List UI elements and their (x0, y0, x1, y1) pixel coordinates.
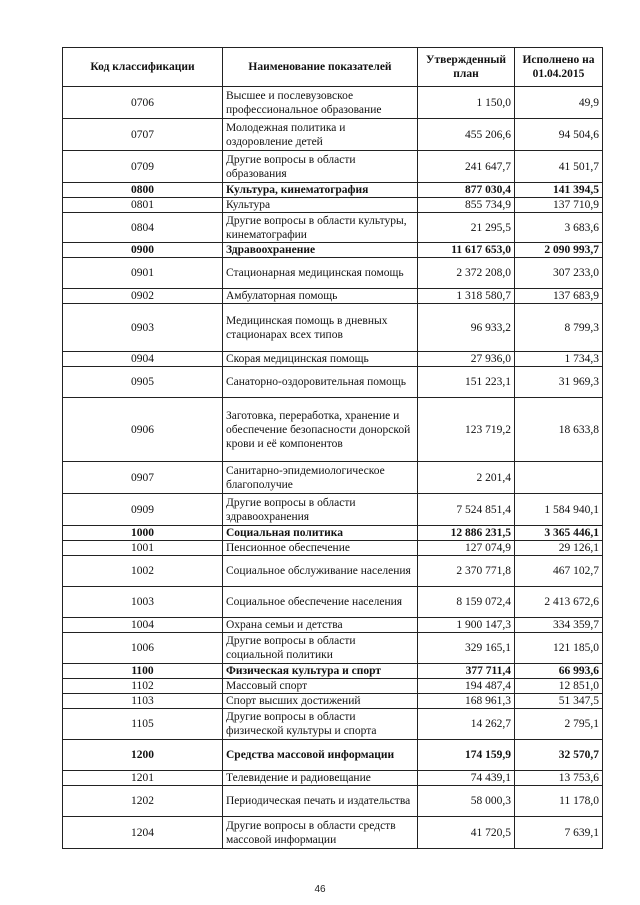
row-done: 13 753,6 (515, 771, 603, 786)
row-plan: 329 165,1 (418, 633, 515, 664)
row-plan: 241 647,7 (418, 151, 515, 183)
row-code: 1103 (63, 694, 223, 709)
row-name: Социальное обслуживание населения (223, 556, 418, 587)
row-name: Амбулаторная помощь (223, 289, 418, 304)
table-row (63, 817, 603, 849)
row-name: Другие вопросы в области образования (223, 151, 418, 183)
row-name: Периодическая печать и издательства (223, 786, 418, 817)
table-row (63, 398, 603, 462)
row-done: 29 126,1 (515, 541, 603, 556)
row-code: 1100 (63, 664, 223, 679)
row-plan: 377 711,4 (418, 664, 515, 679)
row-plan: 877 030,4 (418, 183, 515, 198)
row-done: 137 710,9 (515, 198, 603, 213)
row-name: Массовый спорт (223, 679, 418, 694)
row-code: 1006 (63, 633, 223, 664)
table-row (63, 664, 603, 679)
row-plan: 27 936,0 (418, 352, 515, 367)
row-code: 0905 (63, 367, 223, 398)
row-done: 137 683,9 (515, 289, 603, 304)
row-name: Телевидение и радиовещание (223, 771, 418, 786)
row-plan: 1 900 147,3 (418, 618, 515, 633)
table-row (63, 786, 603, 817)
table-row (63, 183, 603, 198)
row-name: Медицинская помощь в дневных стационарах всех типов (223, 304, 418, 352)
row-done: 41 501,7 (515, 151, 603, 183)
row-code: 0902 (63, 289, 223, 304)
row-done: 307 233,0 (515, 258, 603, 289)
row-code: 0901 (63, 258, 223, 289)
row-name: Другие вопросы в области культуры, кинематографии (223, 213, 418, 243)
row-plan: 168 961,3 (418, 694, 515, 709)
row-name: Охрана семьи и детства (223, 618, 418, 633)
row-plan: 855 734,9 (418, 198, 515, 213)
row-code: 0907 (63, 462, 223, 494)
header-code: Код классификации (63, 48, 223, 87)
row-plan: 58 000,3 (418, 786, 515, 817)
row-name: Пенсионное обеспечение (223, 541, 418, 556)
row-done: 2 795,1 (515, 709, 603, 740)
header-plan: Утвержденный план (418, 48, 515, 87)
row-code: 0804 (63, 213, 223, 243)
row-done: 11 178,0 (515, 786, 603, 817)
row-name: Культура (223, 198, 418, 213)
row-plan: 2 370 771,8 (418, 556, 515, 587)
table-row (63, 740, 603, 771)
row-name: Другие вопросы в области социальной политики (223, 633, 418, 664)
row-done: 18 633,8 (515, 398, 603, 462)
row-done: 3 683,6 (515, 213, 603, 243)
table-row (63, 87, 603, 119)
header-done: Исполнено на 01.04.2015 (515, 48, 603, 87)
row-name: Заготовка, переработка, хранение и обеспечение безопасности донорской крови и её компонентов (223, 398, 418, 462)
row-code: 0900 (63, 243, 223, 258)
row-done: 2 090 993,7 (515, 243, 603, 258)
row-plan: 11 617 653,0 (418, 243, 515, 258)
row-done: 31 969,3 (515, 367, 603, 398)
row-name: Молодежная политика и оздоровление детей (223, 119, 418, 151)
row-name: Социальная политика (223, 526, 418, 541)
row-plan: 127 074,9 (418, 541, 515, 556)
table-body (63, 87, 603, 849)
table-row (63, 289, 603, 304)
row-done: 467 102,7 (515, 556, 603, 587)
row-code: 1200 (63, 740, 223, 771)
row-code: 0906 (63, 398, 223, 462)
row-plan: 1 150,0 (418, 87, 515, 119)
table-row (63, 556, 603, 587)
row-code: 1003 (63, 587, 223, 618)
row-code: 1204 (63, 817, 223, 849)
row-done: 2 413 672,6 (515, 587, 603, 618)
row-code: 0909 (63, 494, 223, 526)
row-plan: 151 223,1 (418, 367, 515, 398)
row-name: Средства массовой информации (223, 740, 418, 771)
row-plan: 14 262,7 (418, 709, 515, 740)
row-done: 49,9 (515, 87, 603, 119)
row-plan: 123 719,2 (418, 398, 515, 462)
row-code: 0904 (63, 352, 223, 367)
row-code: 1000 (63, 526, 223, 541)
table-row (63, 587, 603, 618)
row-done: 121 185,0 (515, 633, 603, 664)
row-plan: 74 439,1 (418, 771, 515, 786)
row-name: Скорая медицинская помощь (223, 352, 418, 367)
row-done: 7 639,1 (515, 817, 603, 849)
table-row (63, 243, 603, 258)
row-code: 0706 (63, 87, 223, 119)
row-code: 1102 (63, 679, 223, 694)
row-code: 0709 (63, 151, 223, 183)
header-name: Наименование показателей (223, 48, 418, 87)
table-row (63, 618, 603, 633)
row-name: Стационарная медицинская помощь (223, 258, 418, 289)
row-code: 0800 (63, 183, 223, 198)
row-done: 66 993,6 (515, 664, 603, 679)
row-done: 51 347,5 (515, 694, 603, 709)
row-plan: 2 201,4 (418, 462, 515, 494)
row-name: Санитарно-эпидемиологическое благополучие (223, 462, 418, 494)
row-name: Культура, кинематография (223, 183, 418, 198)
table-row (63, 213, 603, 243)
row-plan: 8 159 072,4 (418, 587, 515, 618)
row-done: 12 851,0 (515, 679, 603, 694)
budget-table (62, 47, 603, 849)
row-name: Здравоохранение (223, 243, 418, 258)
row-plan: 7 524 851,4 (418, 494, 515, 526)
row-code: 1201 (63, 771, 223, 786)
row-name: Другие вопросы в области средств массовой информации (223, 817, 418, 849)
row-done: 1 584 940,1 (515, 494, 603, 526)
row-name: Другие вопросы в области физической культуры и спорта (223, 709, 418, 740)
row-code: 0801 (63, 198, 223, 213)
table-row (63, 541, 603, 556)
row-code: 1004 (63, 618, 223, 633)
row-done: 1 734,3 (515, 352, 603, 367)
row-code: 0903 (63, 304, 223, 352)
table-row (63, 151, 603, 183)
table-row (63, 198, 603, 213)
table-row (63, 771, 603, 786)
table-row (63, 304, 603, 352)
row-code: 1202 (63, 786, 223, 817)
row-done: 334 359,7 (515, 618, 603, 633)
row-done: 8 799,3 (515, 304, 603, 352)
row-done (515, 462, 603, 494)
table-row (63, 633, 603, 664)
row-name: Спорт высших достижений (223, 694, 418, 709)
row-name: Социальное обеспечение населения (223, 587, 418, 618)
row-done: 141 394,5 (515, 183, 603, 198)
row-plan: 21 295,5 (418, 213, 515, 243)
row-code: 1105 (63, 709, 223, 740)
row-name: Санаторно-оздоровительная помощь (223, 367, 418, 398)
row-name: Физическая культура и спорт (223, 664, 418, 679)
table-row (63, 258, 603, 289)
table-row (63, 367, 603, 398)
table-row (63, 694, 603, 709)
row-code: 1001 (63, 541, 223, 556)
table-row (63, 679, 603, 694)
table-header-row (63, 48, 603, 87)
row-name: Высшее и послевузовское профессиональное образование (223, 87, 418, 119)
row-name: Другие вопросы в области здравоохранения (223, 494, 418, 526)
table-row (63, 119, 603, 151)
row-plan: 1 318 580,7 (418, 289, 515, 304)
row-plan: 174 159,9 (418, 740, 515, 771)
row-done: 3 365 446,1 (515, 526, 603, 541)
row-code: 1002 (63, 556, 223, 587)
table-row (63, 462, 603, 494)
table-row (63, 352, 603, 367)
table-row (63, 494, 603, 526)
row-done: 94 504,6 (515, 119, 603, 151)
row-plan: 194 487,4 (418, 679, 515, 694)
row-plan: 41 720,5 (418, 817, 515, 849)
row-plan: 96 933,2 (418, 304, 515, 352)
row-plan: 455 206,6 (418, 119, 515, 151)
row-code: 0707 (63, 119, 223, 151)
row-done: 32 570,7 (515, 740, 603, 771)
table-row (63, 709, 603, 740)
row-plan: 2 372 208,0 (418, 258, 515, 289)
page-number: 46 (314, 884, 326, 895)
table-row (63, 526, 603, 541)
row-plan: 12 886 231,5 (418, 526, 515, 541)
